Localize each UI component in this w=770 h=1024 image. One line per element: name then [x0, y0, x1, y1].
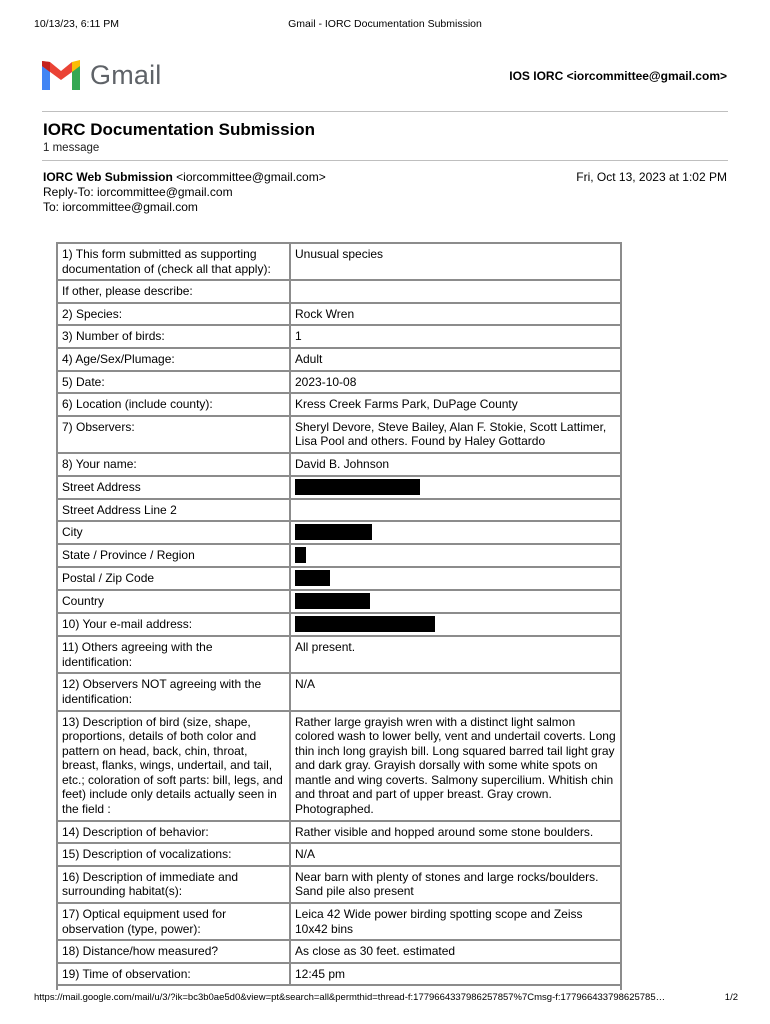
field-label: 17) Optical equipment used for observation (type, power): [57, 903, 290, 940]
field-value: N/A [290, 673, 621, 710]
field-label: City [57, 521, 290, 544]
field-value [290, 590, 621, 613]
field-label: 10) Your e-mail address: [57, 613, 290, 636]
header-divider [42, 111, 728, 112]
table-row [57, 393, 621, 416]
submission-table [56, 242, 622, 986]
field-value: Rather large grayish wren with a distinct light salmon colored wash to lower belly, vent and undertail coverts. Long thin inch long grayish bill. Long squared barred tail light gray and dark gray. Grayish dorsally with some white spots on mantle and wing coverts. Salmony supercilium. Whitish chin and throat and part of upper breast. Gray crown. Photographed. [290, 711, 621, 821]
table-row [57, 243, 621, 280]
table-row [57, 590, 621, 613]
field-value: All present. [290, 636, 621, 673]
redaction-bar [295, 593, 370, 609]
field-value: Near barn with plenty of stones and large rocks/boulders. Sand pile also present [290, 866, 621, 903]
message-header [43, 170, 326, 215]
account-label: IOS IORC <iorcommittee@gmail.com> [509, 69, 727, 83]
field-label: 7) Observers: [57, 416, 290, 453]
field-label: State / Province / Region [57, 544, 290, 567]
field-label: 2) Species: [57, 303, 290, 326]
subject-divider [42, 160, 728, 161]
table-row [57, 280, 621, 303]
field-value [290, 567, 621, 590]
field-label: 5) Date: [57, 371, 290, 394]
reply-to-line: Reply-To: iorcommittee@gmail.com [43, 185, 233, 199]
table-row [57, 613, 621, 636]
field-label: 6) Location (include county): [57, 393, 290, 416]
page-number: 1/2 [724, 992, 738, 1003]
table-row [57, 476, 621, 499]
redaction-bar [295, 524, 372, 540]
field-value: Rather visible and hopped around some stone boulders. [290, 821, 621, 844]
field-value [290, 476, 621, 499]
field-value: 2023-10-08 [290, 371, 621, 394]
from-line [43, 170, 326, 185]
field-label: Street Address [57, 476, 290, 499]
field-label: 1) This form submitted as supporting documentation of (check all that apply): [57, 243, 290, 280]
table-row [57, 843, 621, 866]
table-row [57, 499, 621, 522]
field-value [290, 280, 621, 303]
field-value: Rock Wren [290, 303, 621, 326]
table-row [57, 348, 621, 371]
redaction-bar [295, 479, 420, 495]
redaction-bar [295, 570, 330, 586]
field-value: Leica 42 Wide power birding spotting scope and Zeiss 10x42 bins [290, 903, 621, 940]
field-label: 14) Description of behavior: [57, 821, 290, 844]
field-label: Street Address Line 2 [57, 499, 290, 522]
field-value [290, 521, 621, 544]
table-row [57, 453, 621, 476]
field-value [290, 613, 621, 636]
table-row [57, 673, 621, 710]
field-label: If other, please describe: [57, 280, 290, 303]
table-row [57, 636, 621, 673]
field-label: 8) Your name: [57, 453, 290, 476]
from-email: <iorcommittee@gmail.com> [176, 170, 326, 184]
print-datetime: 10/13/23, 6:11 PM [34, 18, 120, 30]
field-value [290, 544, 621, 567]
table-row [57, 963, 621, 986]
print-doc-title: Gmail - IORC Documentation Submission [288, 18, 482, 30]
redaction-bar [295, 547, 306, 563]
table-border-right [620, 978, 622, 990]
print-header [0, 18, 770, 32]
field-label: 19) Time of observation: [57, 963, 290, 986]
table-row [57, 567, 621, 590]
from-name: IORC Web Submission [43, 170, 173, 184]
field-label: 18) Distance/how measured? [57, 940, 290, 963]
field-label: 16) Description of immediate and surrounding habitat(s): [57, 866, 290, 903]
to-line: To: iorcommittee@gmail.com [43, 200, 198, 214]
field-label: 11) Others agreeing with the identification: [57, 636, 290, 673]
field-value: 12:45 pm [290, 963, 621, 986]
field-label: 12) Observers NOT agreeing with the identification: [57, 673, 290, 710]
gmail-logo [42, 59, 162, 91]
print-url: https://mail.google.com/mail/u/3/?ik=bc3b0ae5d0&view=pt&search=all&permthid=thread-f:1779664337986257857%7Cmsg-f:177966433798625785… [34, 992, 666, 1003]
field-value: 1 [290, 325, 621, 348]
field-value: Sheryl Devore, Steve Bailey, Alan F. Stokie, Scott Lattimer, Lisa Pool and others. Found by Haley Gottardo [290, 416, 621, 453]
table-row [57, 521, 621, 544]
thread-subject: IORC Documentation Submission [43, 120, 316, 139]
field-label: 15) Description of vocalizations: [57, 843, 290, 866]
field-label: Postal / Zip Code [57, 567, 290, 590]
field-value: Unusual species [290, 243, 621, 280]
redaction-bar [295, 616, 435, 632]
table-row [57, 371, 621, 394]
table-row [57, 325, 621, 348]
field-label: Country [57, 590, 290, 613]
field-label: 4) Age/Sex/Plumage: [57, 348, 290, 371]
table-row [57, 821, 621, 844]
table-row [57, 711, 621, 821]
table-row [57, 544, 621, 567]
table-row [57, 866, 621, 903]
gmail-m-icon [42, 60, 80, 90]
table-row [57, 416, 621, 453]
field-value: David B. Johnson [290, 453, 621, 476]
field-value [290, 499, 621, 522]
table-row [57, 940, 621, 963]
table-border-left [56, 978, 58, 990]
field-label: 3) Number of birds: [57, 325, 290, 348]
field-value: As close as 30 feet. estimated [290, 940, 621, 963]
message-count: 1 message [43, 142, 100, 154]
gmail-wordmark: Gmail [90, 59, 162, 90]
table-row [57, 903, 621, 940]
field-value: N/A [290, 843, 621, 866]
field-label: 13) Description of bird (size, shape, proportions, details of both color and pattern on head, back, chin, throat, breast, flanks, wings, undertail, and tail, etc.; coloration of soft parts: bill, legs, and feet) include only details actually seen in the field : [57, 711, 290, 821]
table-row [57, 303, 621, 326]
message-date: Fri, Oct 13, 2023 at 1:02 PM [576, 170, 727, 184]
field-value: Adult [290, 348, 621, 371]
field-value: Kress Creek Farms Park, DuPage County [290, 393, 621, 416]
